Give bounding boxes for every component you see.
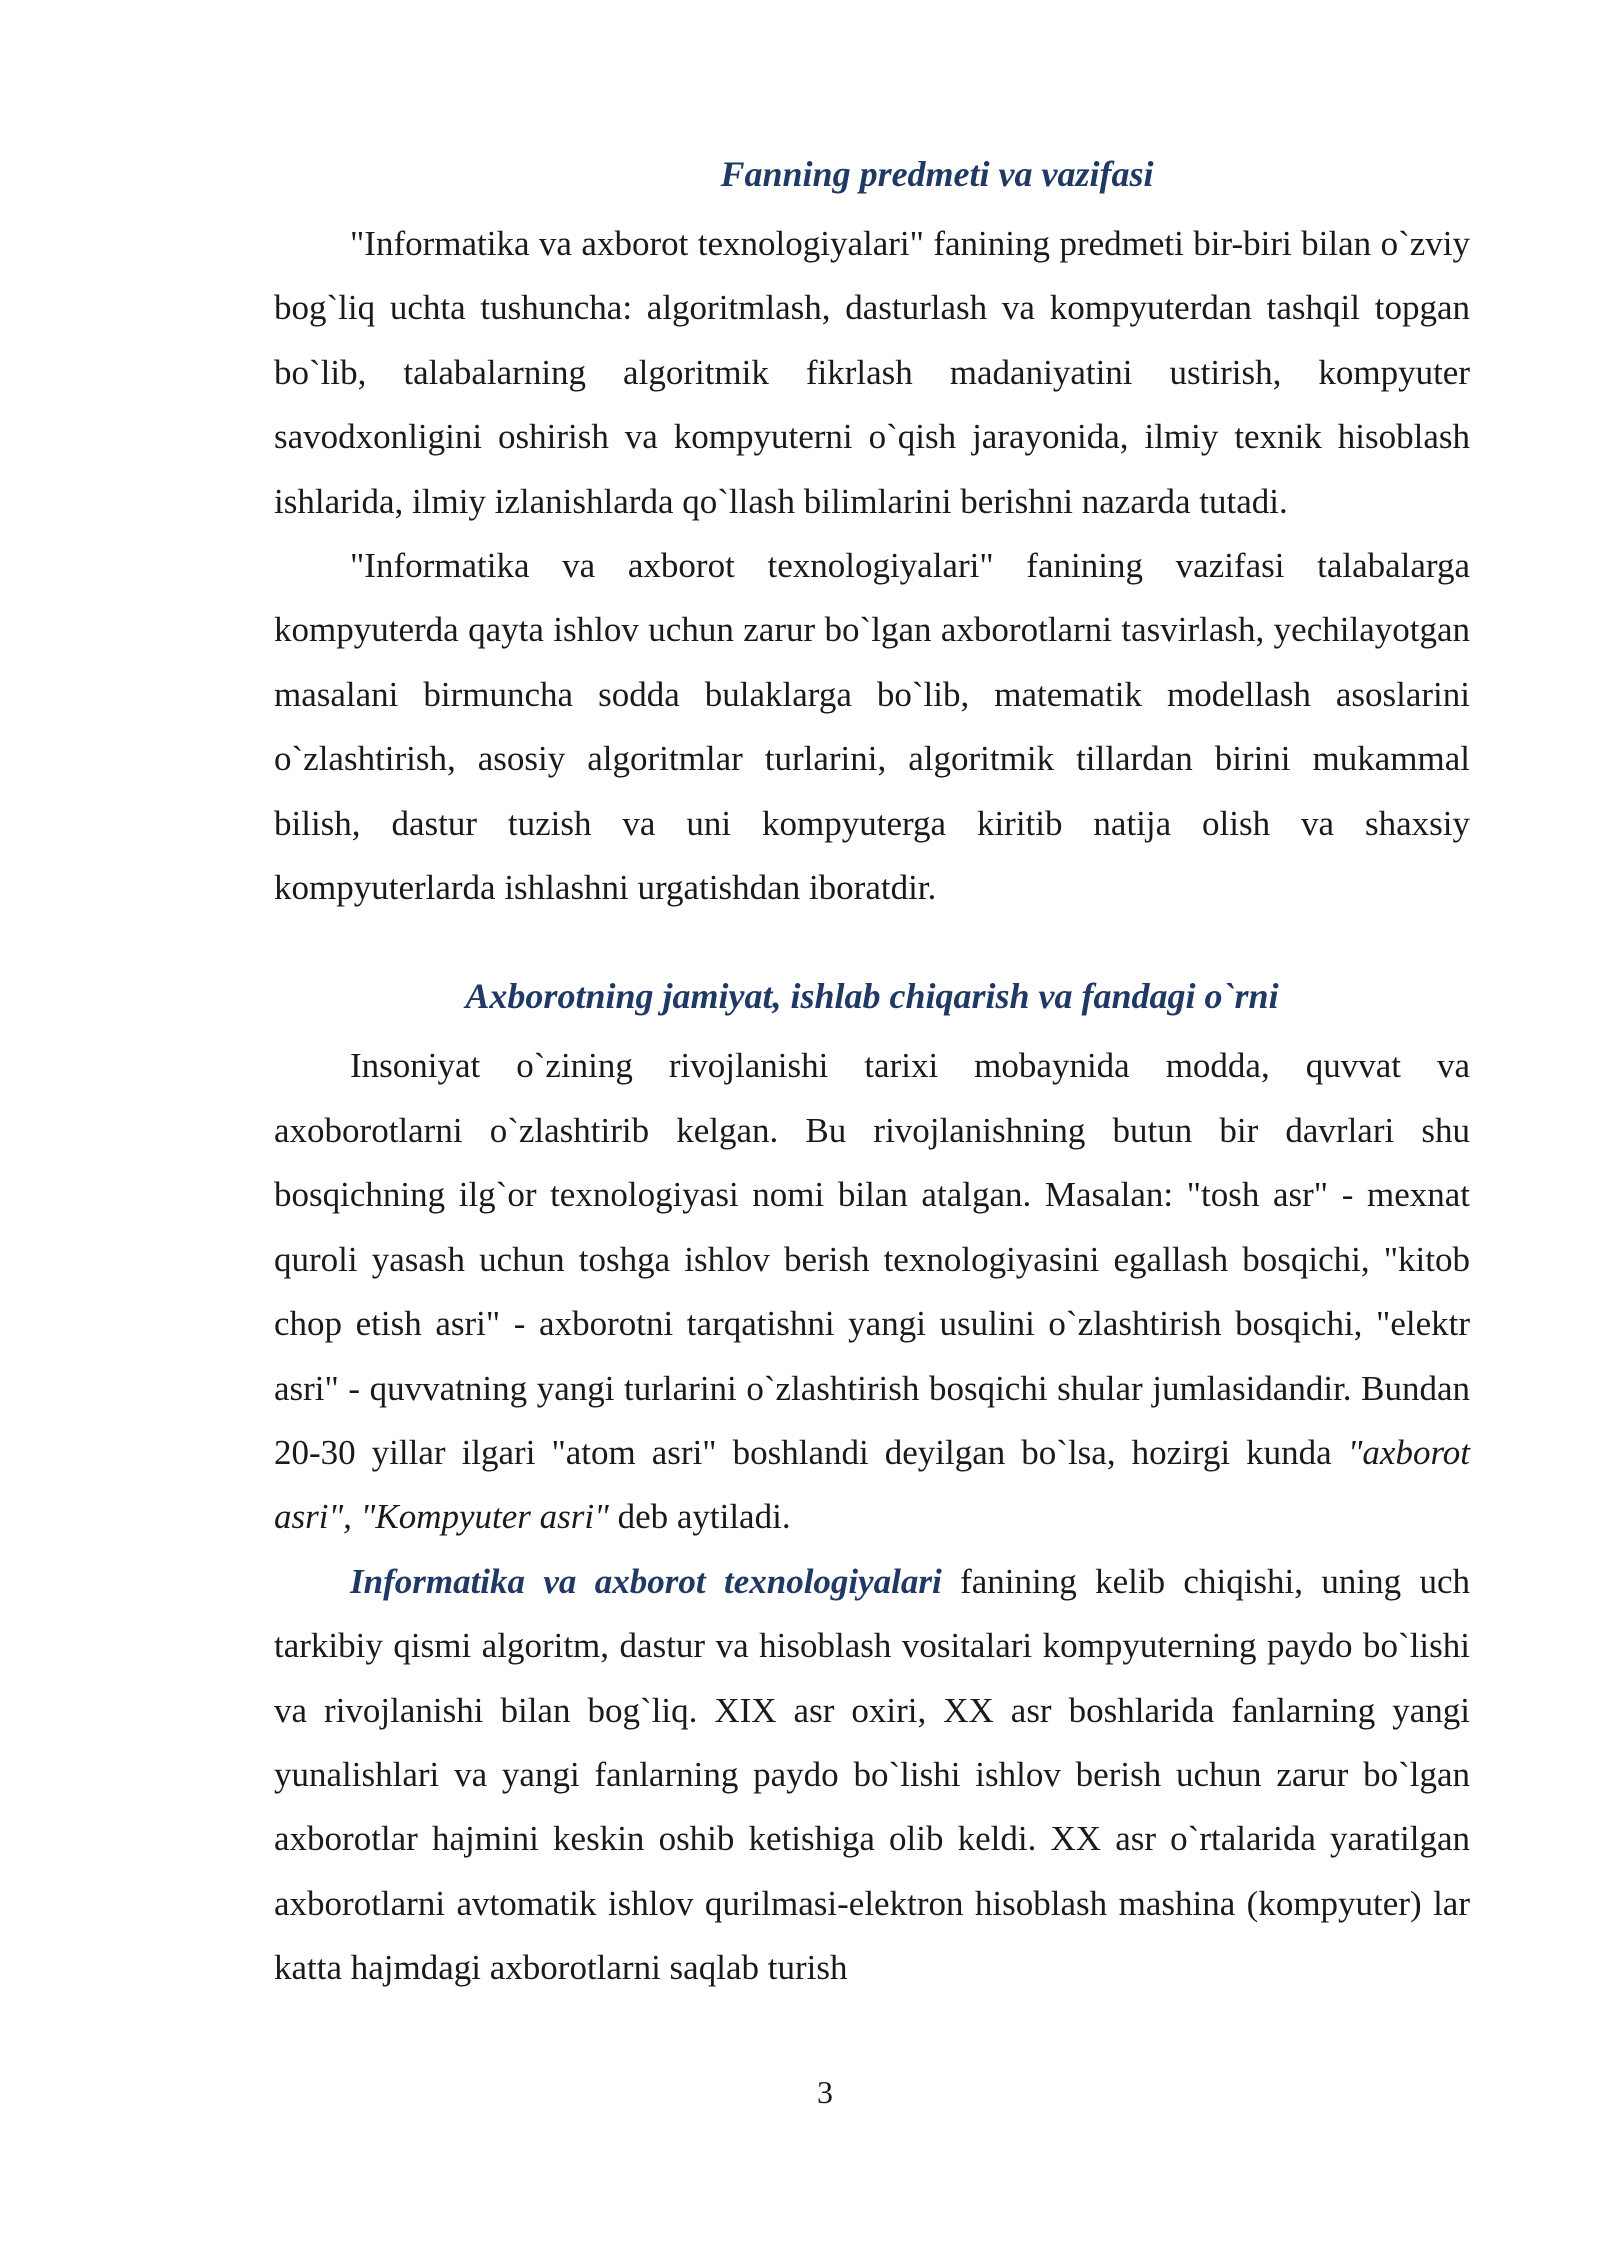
document-page bbox=[274, 150, 1470, 2001]
paragraph-history bbox=[274, 1034, 1470, 1549]
paragraph-origin-lead: Informatika va axborot texnologiyalari bbox=[350, 1561, 942, 1601]
paragraph-tasks: "Informatika va axborot texnologiyalari" fanining vazifasi talabalarga kompyuterda qayta ishlov uchun zarur bo`lgan axborotlarni tasvirlash, yechilayotgan masalani birmuncha sodda bulaklarga bo`lib, matematik modellash asoslarini o`zlashtirish, asosiy algoritmlar turlarini, algoritmik tillardan birini mukammal bilish, dastur tuzish va uni kompyuterga kiritib natija olish va shaxsiy kompyuterlarda ishlashni urgatishdan iboratdir. bbox=[274, 546, 1470, 908]
paragraph-history-ending: deb aytiladi. bbox=[608, 1497, 791, 1537]
paragraph-history-italic: "axborot asri", "Kompyuter asri" bbox=[274, 1432, 1470, 1537]
paragraph-origin bbox=[274, 1550, 1470, 2001]
page-number: 3 bbox=[817, 2074, 833, 2110]
paragraph-origin-text: fanining kelib chiqishi, uning uch tarkibiy qismi algoritm, dastur va hisoblash vositalari kompyuterning paydo bo`lishi va rivojlanishi bilan bog`liq. XIX asr oxiri, XX asr boshlarida fanlarning yangi yunalishlari va yangi fanlarning paydo bo`lishi ishlov berish uchun zarur bo`lgan axborotlar hajmini keskin oshib ketishiga olib keldi. XX asr o`rtalarida yaratilgan axborotlarni avtomatik ishlov qurilmasi-elektron hisoblash mashina (kompyuter) lar katta hajmdagi axborotlarni saqlab turish bbox=[274, 1561, 1470, 1988]
section-heading-subject-and-tasks: Fanning predmeti va vazifasi bbox=[720, 154, 1154, 194]
section-heading-information-role: Axborotning jamiyat, ishlab chiqarish va fandagi o`rni bbox=[465, 976, 1279, 1017]
paragraph-subject: "Informatika va axborot texnologiyalari" fanining predmeti bir-biri bilan o`zviy bog`liq uchta tushuncha: algoritmlash, dasturlash va kompyuterdan tashqil topgan bo`lib, talabalarning algoritmik fikrlash madaniyatini ustirish, kompyuter savodxonligini oshirish va kompyuterni o`qish jarayonida, ilmiy texnik hisoblash ishlarida, ilmiy izlanishlarda qo`llash bilimlarini berishni nazarda tutadi. bbox=[274, 224, 1470, 521]
paragraph-history-text: Insoniyat o`zining rivojlanishi tarixi mobaynida modda, quvvat va axoborotlarni o`zlashtirib kelgan. Bu rivojlanishning butun bir davrlari shu bosqichning ilg`or texnologiyasi nomi bilan atalgan. Masalan: "tosh asr" - mexnat quroli yasash uchun toshga ishlov berish texnologiyasini egallash bosqichi, "kitob chop etish asri" - axborotni tarqatishni yangi usulini o`zlashtirish bosqichi, "elektr asri" - quvvatning yangi turlarini o`zlashtirish bosqichi shular jumlasidandir. Bundan 20-30 yillar ilgari "atom asri" boshlandi deyilgan bo`lsa, hozirgi kunda bbox=[274, 1046, 1470, 1472]
